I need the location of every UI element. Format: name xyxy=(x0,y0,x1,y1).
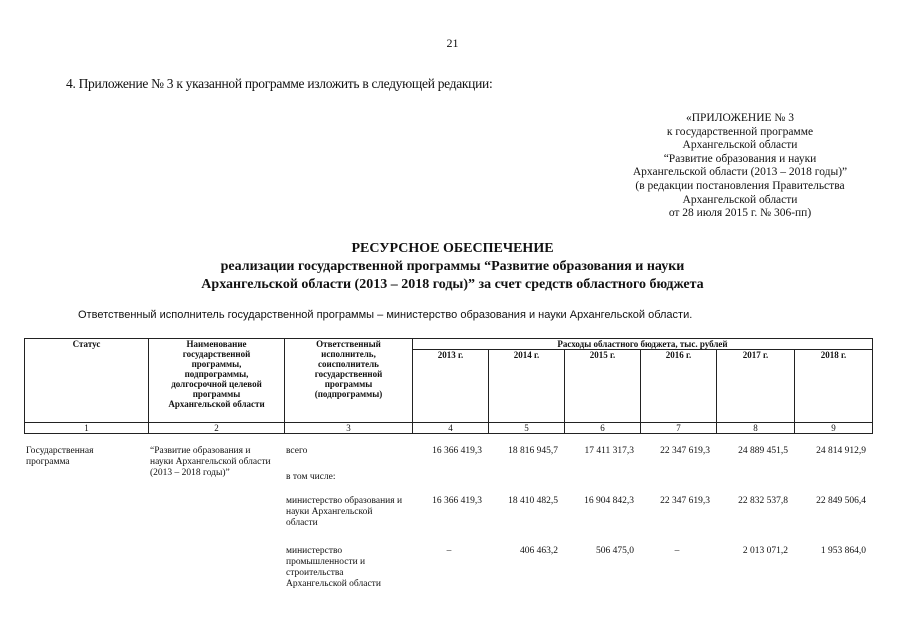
column-number: 8 xyxy=(717,423,795,434)
value-cell: 24 889 451,5 xyxy=(738,446,788,456)
value-cell: 406 463,2 xyxy=(520,546,558,556)
column-number: 4 xyxy=(413,423,489,434)
column-number: 2 xyxy=(149,423,285,434)
header-year: 2015 г. xyxy=(565,350,641,423)
heading-line: Архангельской области (2013 – 2018 годы)” за счет средств областного бюджета xyxy=(201,277,704,292)
value-cell: 22 347 619,3 xyxy=(660,446,710,456)
value-cell: 17 411 317,3 xyxy=(584,446,634,456)
column-number: 1 xyxy=(25,423,149,434)
header-year: 2018 г. xyxy=(795,350,873,423)
heading-line: реализации государственной программы “Развитие образования и науки xyxy=(220,259,685,274)
value-cell: 506 475,0 xyxy=(596,546,634,556)
value-cell: 18 410 482,5 xyxy=(508,496,558,506)
appendix-line: (в редакции постановления Правительства xyxy=(635,179,845,192)
appendix-line: Архангельской области (2013 – 2018 годы)” xyxy=(632,166,848,179)
header-executor: Ответственный исполнитель, соисполнитель государственной программы (подпрограммы) xyxy=(285,339,413,423)
document-heading xyxy=(0,240,905,294)
status-cell: Государственная программа xyxy=(26,446,94,467)
executor-cell: министерство образования и науки Архангельской области xyxy=(286,496,403,528)
column-number: 3 xyxy=(285,423,413,434)
header-year: 2016 г. xyxy=(641,350,717,423)
value-cell: 1 953 864,0 xyxy=(820,546,866,556)
header-expenses: Расходы областного бюджета, тыс. рублей xyxy=(413,339,873,350)
header-program-name: Наименование государственной программы, подпрограммы, долгосрочной целевой программы Архангельской области xyxy=(149,339,285,423)
executor-cell: в том числе: xyxy=(286,472,336,482)
heading-title: РЕСУРСНОЕ ОБЕСПЕЧЕНИЕ xyxy=(351,241,554,256)
value-cell: 24 814 912,9 xyxy=(816,446,866,456)
header-status: Статус xyxy=(25,339,149,423)
value-cell: – xyxy=(446,546,452,556)
header-year: 2017 г. xyxy=(717,350,795,423)
appendix-line: от 28 июля 2015 г. № 306-пп) xyxy=(668,207,812,220)
appendix-line: Архангельской области xyxy=(682,193,798,206)
value-cell: 16 366 419,3 xyxy=(432,496,482,506)
value-cell: 16 366 419,3 xyxy=(432,446,482,456)
executor-cell: министерство промышленности и строительства Архангельской области xyxy=(286,546,381,589)
appendix-line: “Развитие образования и науки xyxy=(663,152,817,165)
value-cell: 16 904 842,3 xyxy=(584,496,634,506)
appendix-line: «ПРИЛОЖЕНИЕ № 3 xyxy=(685,112,794,124)
header-year: 2013 г. xyxy=(413,350,489,423)
responsible-executor: Ответственный исполнитель государственной программы – министерство образования и науки Архангельской области. xyxy=(78,309,693,321)
appendix-block xyxy=(600,112,880,221)
column-number: 6 xyxy=(565,423,641,434)
value-cell: 18 816 945,7 xyxy=(508,446,558,456)
page-number: 21 xyxy=(446,36,459,50)
value-cell: 22 849 506,4 xyxy=(816,496,866,506)
value-cell: – xyxy=(674,546,680,556)
appendix-line: к государственной программе xyxy=(666,125,814,138)
item-4-text: 4. Приложение № 3 к указанной программе изложить в следующей редакции: xyxy=(66,76,493,91)
resource-table-header xyxy=(24,338,873,434)
value-cell: 22 347 619,3 xyxy=(660,496,710,506)
column-number: 7 xyxy=(641,423,717,434)
executor-cell: всего xyxy=(286,446,308,456)
appendix-line: Архангельской области xyxy=(682,139,798,152)
column-number: 5 xyxy=(489,423,565,434)
value-cell: 2 013 071,2 xyxy=(742,546,788,556)
column-number: 9 xyxy=(795,423,873,434)
header-year: 2014 г. xyxy=(489,350,565,423)
value-cell: 22 832 537,8 xyxy=(738,496,788,506)
program-name-cell: “Развитие образования и науки Архангельской области (2013 – 2018 годы)” xyxy=(150,446,271,478)
